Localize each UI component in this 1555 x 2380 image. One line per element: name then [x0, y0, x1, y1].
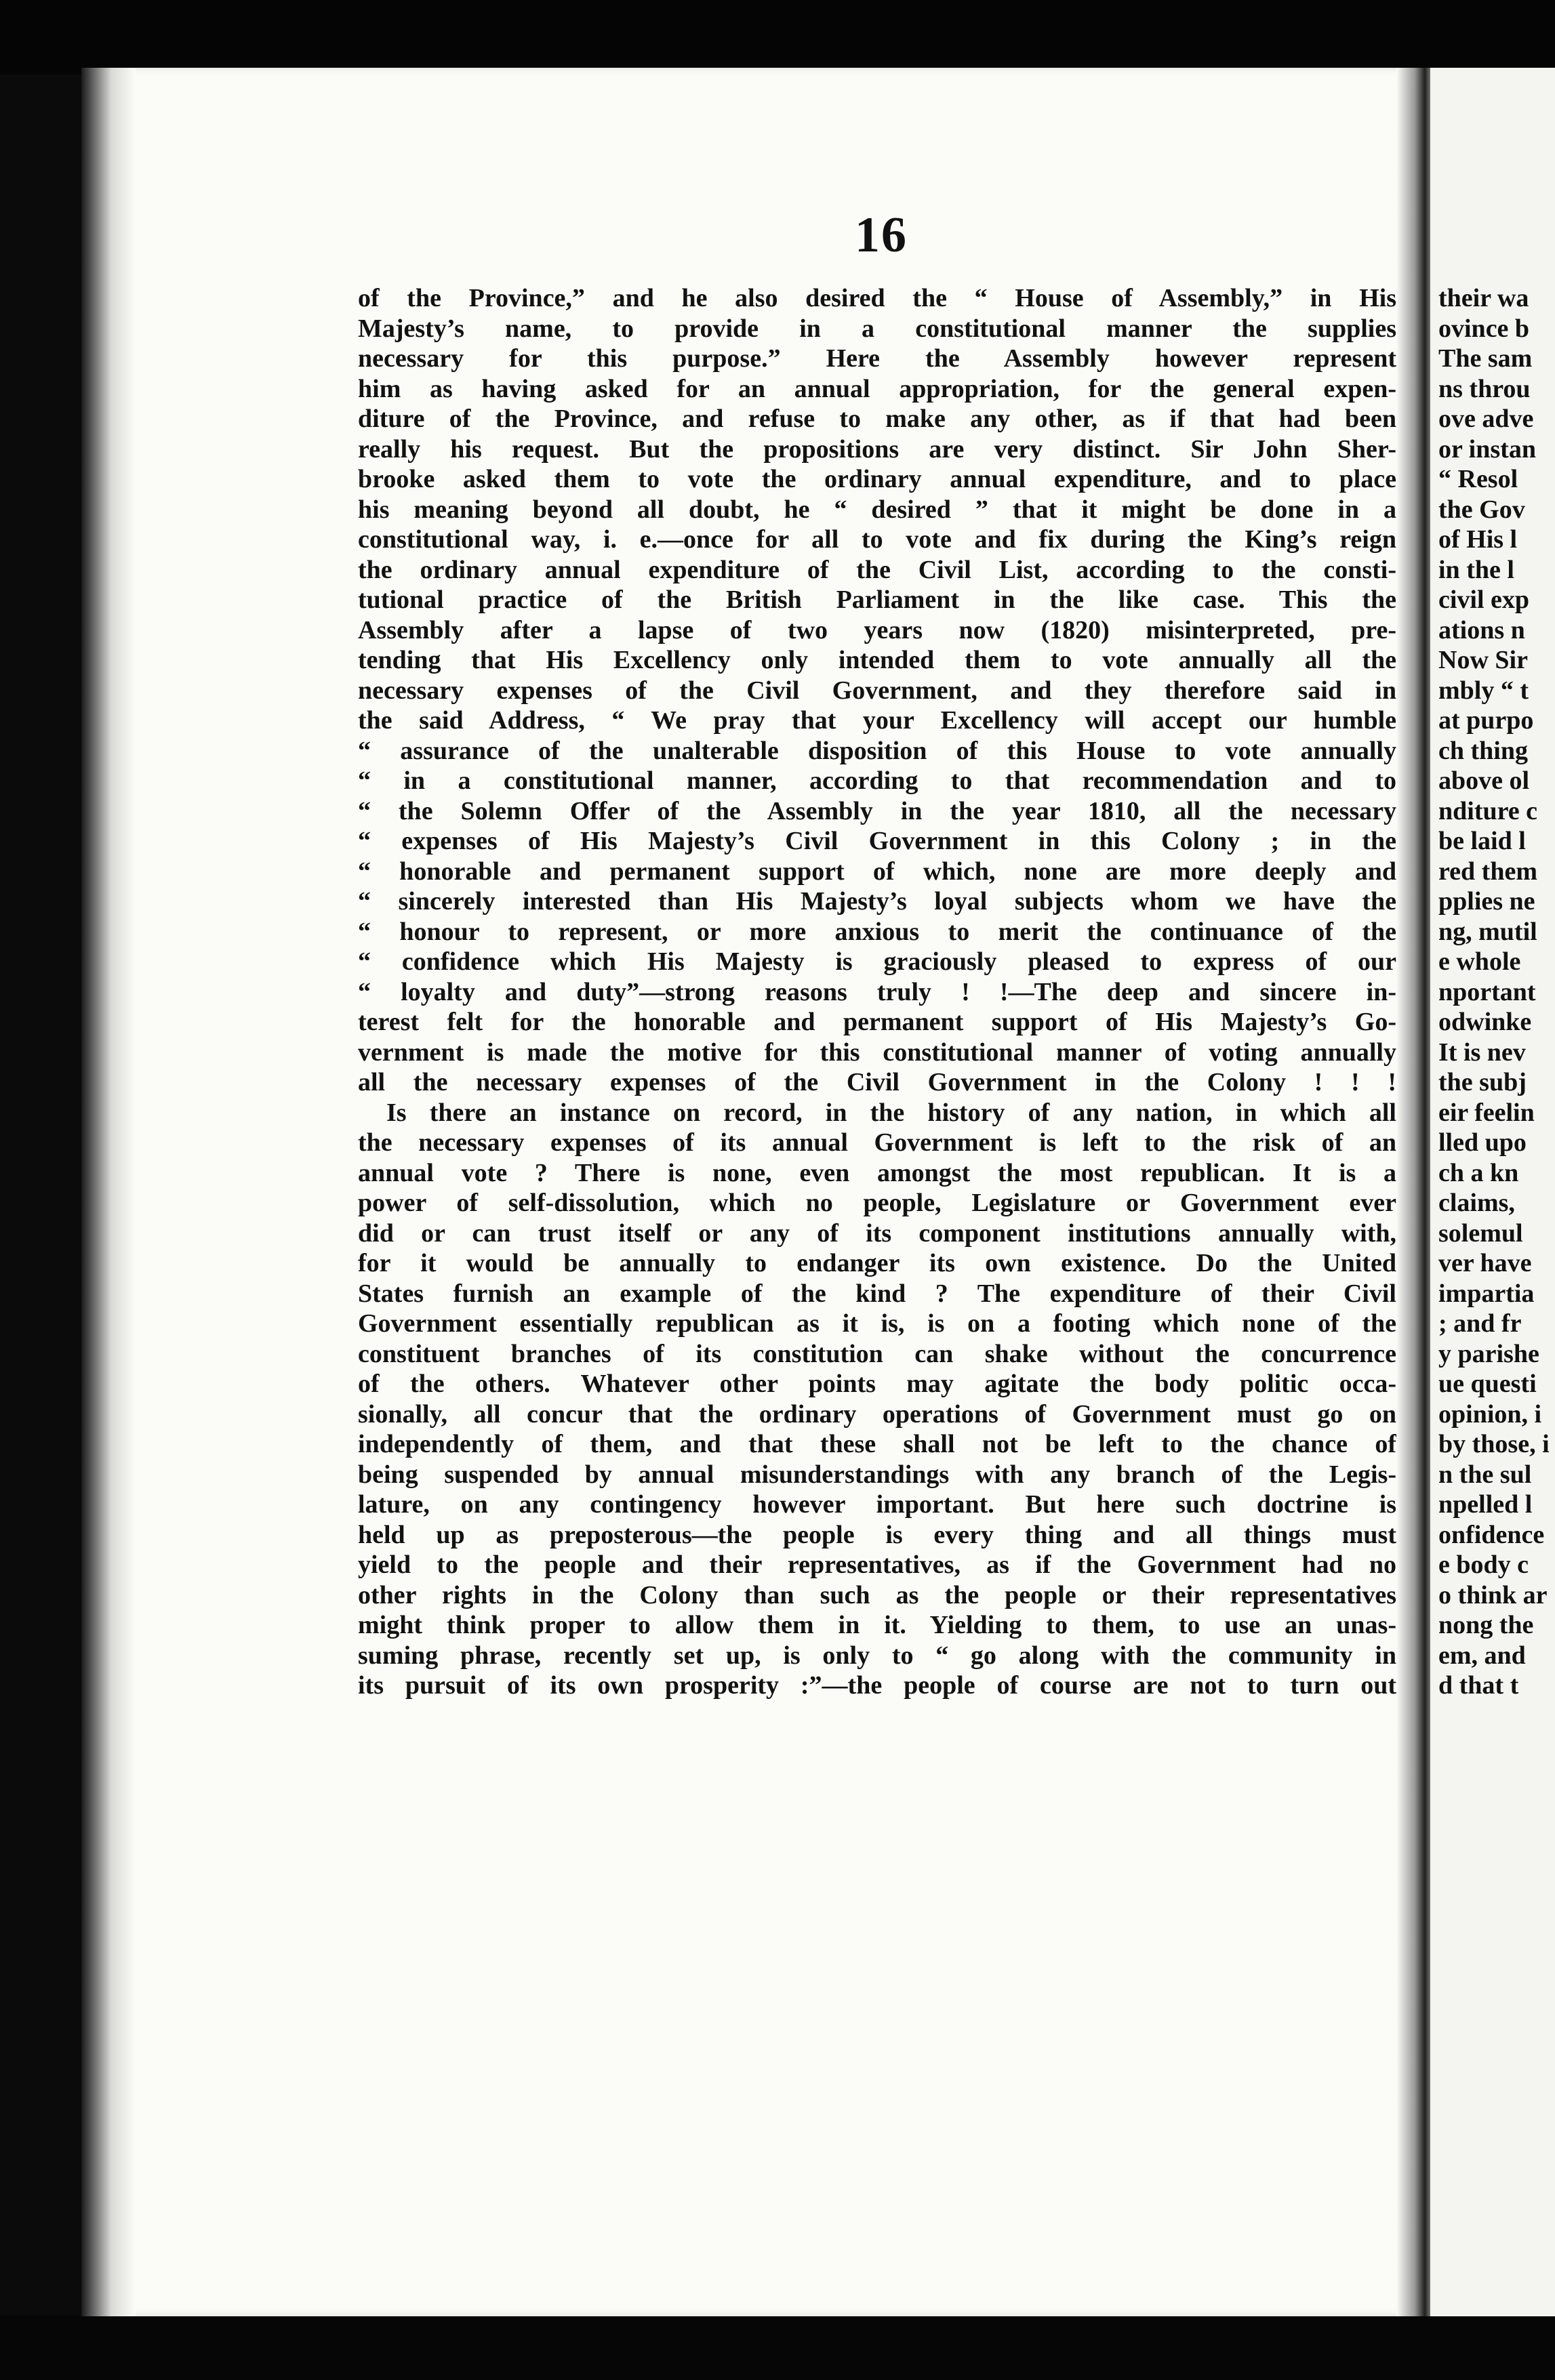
adjacent-text-line: ove adve — [1438, 405, 1534, 433]
adjacent-text-line: odwinke — [1438, 1008, 1532, 1036]
adjacent-text-line: nportant — [1438, 977, 1536, 1006]
text-line: brooke asked them to vote the ordinary annual expenditure, and to place — [358, 465, 1396, 493]
adjacent-text-line: The sam — [1438, 344, 1533, 373]
text-line: “ in a constitutional manner, according to that recommendation and to — [358, 766, 1396, 795]
text-line: of the Province,” and he also desired the “ House of Assembly,” in His — [358, 284, 1396, 312]
adjacent-text-line: pplies ne — [1438, 887, 1535, 916]
text-line: power of self-dissolution, which no people, Legislature or Government ever — [358, 1189, 1396, 1217]
text-line: the ordinary annual expenditure of the Civil List, according to the consti- — [358, 555, 1396, 584]
adjacent-text-line: Now Sir — [1438, 646, 1528, 674]
text-line: States furnish an example of the kind ? The expenditure of their Civil — [358, 1279, 1396, 1308]
text-line: did or can trust itself or any of its component institutions annually with, — [358, 1218, 1396, 1248]
adjacent-text-line: impartia — [1438, 1279, 1535, 1308]
adjacent-text-line: y parishe — [1438, 1339, 1539, 1368]
text-line: might think proper to allow them in it. Yielding to them, to use an unas- — [358, 1611, 1396, 1639]
adjacent-text-line: the Gov — [1438, 495, 1525, 524]
adjacent-page-text — [1438, 283, 1555, 1701]
adjacent-text-line: solemul — [1438, 1218, 1523, 1248]
text-line: “ expenses of His Majesty’s Civil Government in this Colony ; in the — [358, 827, 1396, 855]
adjacent-text-line: by those, i — [1438, 1430, 1550, 1458]
text-line: lature, on any contingency however important. But here such doctrine is — [358, 1490, 1396, 1519]
text-line: “ assurance of the unalterable disposition of this House to vote annually — [358, 736, 1396, 765]
adjacent-text-line: claims, — [1438, 1189, 1515, 1217]
adjacent-text-line: the subj — [1438, 1068, 1527, 1096]
adjacent-text-line: o think ar — [1438, 1580, 1548, 1609]
adjacent-text-line: It is nev — [1438, 1038, 1526, 1067]
scan-top-border — [0, 0, 1555, 75]
text-line: necessary expenses of the Civil Government, and they therefore said in — [358, 676, 1396, 705]
page-body-text — [358, 283, 1396, 1701]
text-line: Government essentially republican as it is, is on a footing which none of the — [358, 1309, 1396, 1338]
adjacent-text-line: or instan — [1438, 434, 1536, 464]
adjacent-text-line: d that t — [1438, 1671, 1519, 1700]
text-line: for it would be annually to endanger its own existence. Do the United — [358, 1249, 1396, 1277]
text-line: the said Address, “ We pray that your Excellency will accept our humble — [358, 706, 1396, 735]
adjacent-text-line: ; and fr — [1438, 1309, 1522, 1338]
adjacent-text-line: em, and — [1438, 1641, 1526, 1670]
text-line: yield to the people and their representatives, as if the Government had no — [358, 1551, 1396, 1579]
adjacent-text-line: ch thing — [1438, 736, 1528, 765]
text-line: other rights in the Colony than such as the people or their representatives — [358, 1580, 1396, 1609]
text-line: Is there an instance on record, in the history of any nation, in which all — [386, 1098, 1396, 1127]
adjacent-text-line: their wa — [1438, 284, 1529, 312]
text-line: of the others. Whatever other points may agitate the body politic occa- — [358, 1370, 1396, 1398]
text-line: necessary for this purpose.” Here the Assembly however represent — [358, 344, 1396, 373]
text-line: “ sincerely interested than His Majesty’s loyal subjects whom we have the — [358, 887, 1396, 916]
text-line: held up as preposterous—the people is every thing and all things must — [358, 1520, 1396, 1549]
adjacent-text-line: n the sul — [1438, 1460, 1532, 1489]
text-line: terest felt for the honorable and permanent support of His Majesty’s Go- — [358, 1008, 1396, 1036]
text-line: “ loyalty and duty”—strong reasons truly ! !—The deep and sincere in- — [358, 977, 1396, 1006]
scan-bottom-border — [0, 2316, 1555, 2380]
adjacent-text-line: ue questi — [1438, 1370, 1537, 1398]
text-line: constitutional way, i. e.—once for all to vote and fix during the King’s reign — [358, 525, 1396, 554]
adjacent-text-line: civil exp — [1438, 586, 1530, 614]
adjacent-text-line: above ol — [1438, 766, 1530, 795]
text-line: really his request. But the propositions are very distinct. Sir John Sher- — [358, 434, 1396, 464]
text-line: him as having asked for an annual appropriation, for the general expen- — [358, 374, 1396, 403]
page-number: 16 — [855, 207, 908, 263]
adjacent-text-line: ovince b — [1438, 314, 1530, 343]
text-line: sionally, all concur that the ordinary operations of Government must go on — [358, 1399, 1396, 1429]
text-line: being suspended by annual misunderstandings with any branch of the Legis- — [358, 1460, 1396, 1489]
text-line: Majesty’s name, to provide in a constitutional manner the supplies — [358, 314, 1396, 343]
text-line: all the necessary expenses of the Civil Government in the Colony ! ! ! — [358, 1068, 1396, 1096]
text-line: the necessary expenses of its annual Government is left to the risk of an — [358, 1128, 1396, 1157]
adjacent-text-line: nditure c — [1438, 796, 1538, 825]
text-line: his meaning beyond all doubt, he “ desired ” that it might be done in a — [358, 495, 1396, 524]
text-line: suming phrase, recently set up, is only to “ go along with the community in — [358, 1641, 1396, 1670]
adjacent-text-line: eir feelin — [1438, 1098, 1535, 1127]
adjacent-text-line: ng, mutil — [1438, 917, 1537, 946]
adjacent-text-line: opinion, i — [1438, 1399, 1542, 1429]
adjacent-text-line: e body c — [1438, 1551, 1529, 1579]
text-line: “ the Solemn Offer of the Assembly in the year 1810, all the necessary — [358, 796, 1396, 825]
adjacent-text-line: ver have — [1438, 1249, 1532, 1277]
text-line: diture of the Province, and refuse to make any other, as if that had been — [358, 405, 1396, 433]
adjacent-text-line: be laid l — [1438, 827, 1526, 855]
adjacent-text-line: in the l — [1438, 555, 1514, 584]
adjacent-text-line: mbly “ t — [1438, 676, 1529, 705]
page-left-edge — [81, 68, 136, 2316]
text-line: tutional practice of the British Parliament in the like case. This the — [358, 586, 1396, 614]
adjacent-text-line: at purpo — [1438, 706, 1534, 735]
text-line: tending that His Excellency only intended them to vote annually all the — [358, 646, 1396, 674]
text-line: constituent branches of its constitution can shake without the concurrence — [358, 1339, 1396, 1368]
adjacent-text-line: e whole — [1438, 947, 1521, 976]
adjacent-text-line: lled upo — [1438, 1128, 1527, 1157]
adjacent-text-line: onfidence — [1438, 1520, 1545, 1549]
text-line: its pursuit of its own prosperity :”—the people of course are not to turn out — [358, 1671, 1396, 1700]
adjacent-text-line: ch a kn — [1438, 1158, 1519, 1187]
adjacent-text-line: red them — [1438, 857, 1537, 886]
adjacent-text-line: nong the — [1438, 1611, 1534, 1639]
text-line: Assembly after a lapse of two years now (1820) misinterpreted, pre- — [358, 615, 1396, 644]
text-line: “ honorable and permanent support of which, none are more deeply and — [358, 857, 1396, 886]
text-line: annual vote ? There is none, even amongst the most republican. It is a — [358, 1158, 1396, 1187]
adjacent-text-line: of His l — [1438, 525, 1518, 554]
adjacent-text-line: ations n — [1438, 615, 1525, 644]
text-line: “ confidence which His Majesty is graciously pleased to express of our — [358, 947, 1396, 976]
text-line: vernment is made the motive for this constitutional manner of voting annually — [358, 1038, 1396, 1067]
adjacent-text-line: ns throu — [1438, 374, 1531, 403]
text-line: “ honour to represent, or more anxious to merit the continuance of the — [358, 917, 1396, 946]
adjacent-text-line: npelled l — [1438, 1490, 1533, 1519]
text-line: independently of them, and that these shall not be left to the chance of — [358, 1430, 1396, 1458]
adjacent-text-line: “ Resol — [1438, 465, 1518, 493]
